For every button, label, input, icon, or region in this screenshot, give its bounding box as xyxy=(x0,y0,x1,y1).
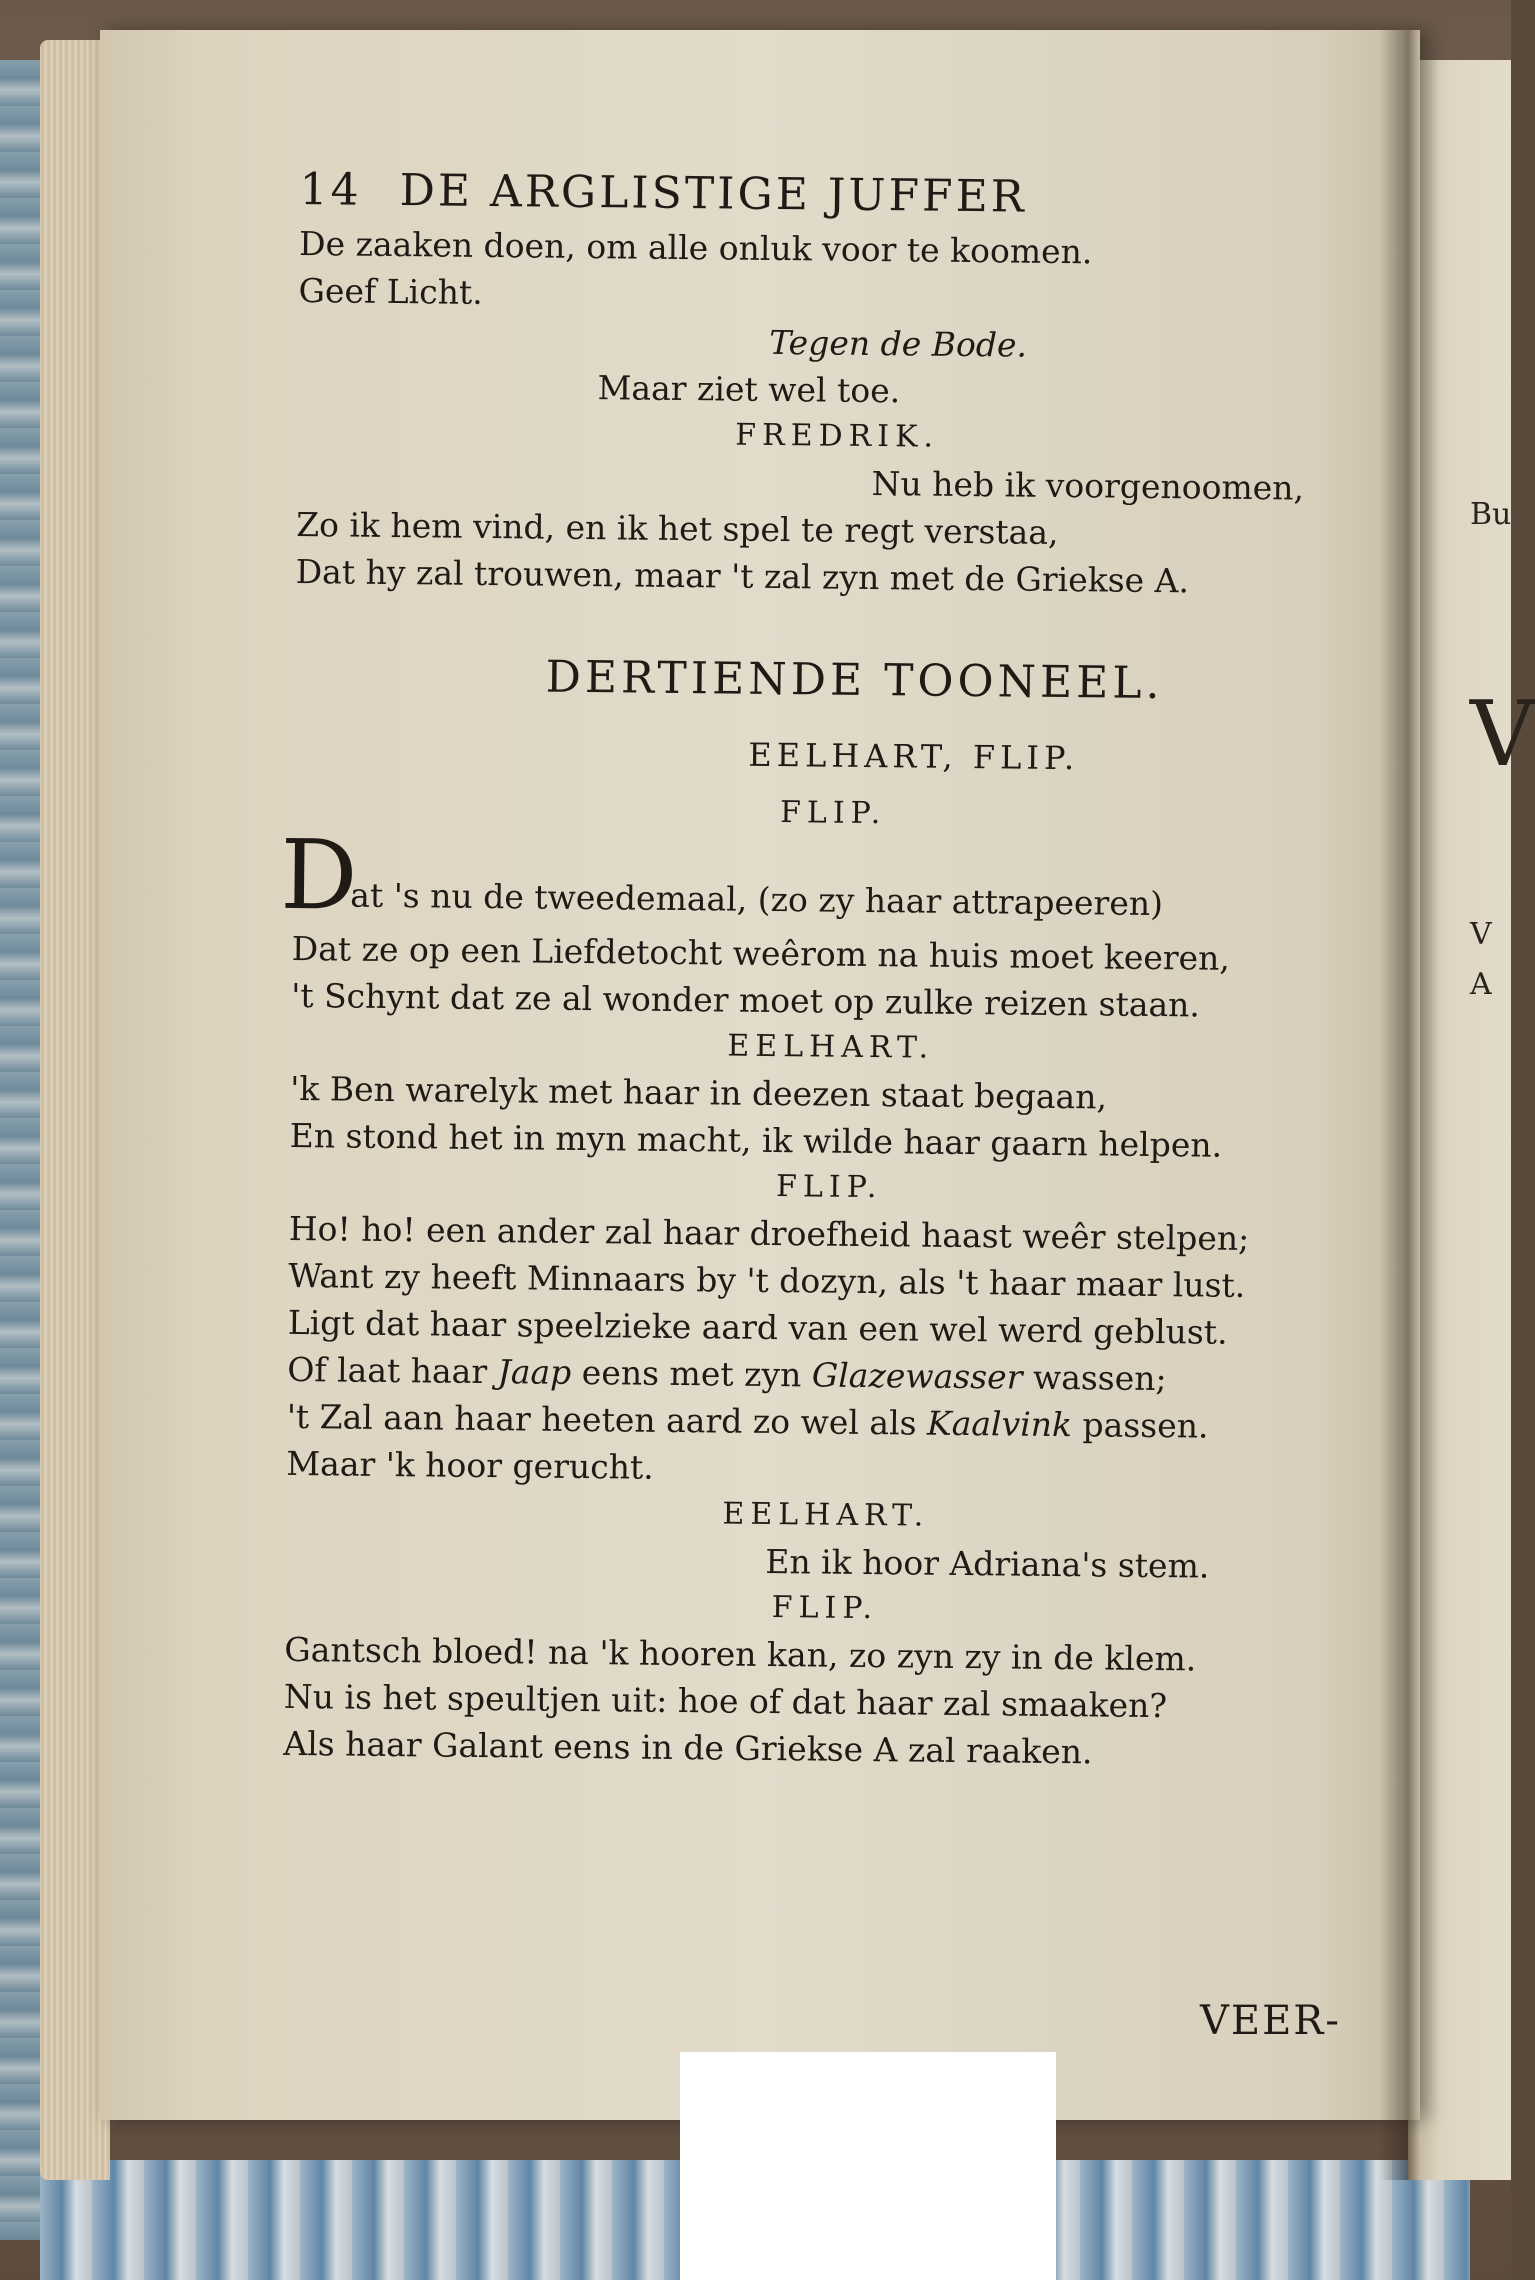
page-gutter-shadow xyxy=(1380,30,1420,2180)
verse-line: Geef Licht. xyxy=(298,270,483,312)
verse-line: Gantsch bloed! na 'k hooren kan, zo zyn zy in de klem. xyxy=(284,1629,1197,1679)
stage-direction: Tegen de Bode. xyxy=(769,322,1028,365)
speaker-name: FREDRIK. xyxy=(735,417,940,455)
verse-line: Ho! ho! een ander zal haar droefheid haast weêr stelpen; xyxy=(288,1208,1250,1258)
scene-title: DERTIENDE TOONEEL. xyxy=(545,651,1164,710)
running-head xyxy=(299,160,1380,231)
verse-line: En ik hoor Adriana's stem. xyxy=(765,1541,1210,1586)
page-text xyxy=(279,160,1380,1778)
italic-name: Jaap xyxy=(497,1352,572,1392)
drop-cap: D xyxy=(279,818,359,932)
verse-line: 'k Ben warelyk met haar in deezen staat begaan, xyxy=(290,1068,1108,1117)
verse-line: at 's nu de tweedemaal, (zo zy haar attrapeeren) xyxy=(350,875,1164,924)
verse-line: Nu is het speultjen uit: hoe of dat haar zal smaaken? xyxy=(283,1676,1168,1726)
verse-line: Dat ze op een Liefdetocht weêrom na huis moet keeren, xyxy=(291,928,1231,978)
speaker-name: EELHART. xyxy=(722,1496,930,1534)
facing-page xyxy=(1408,60,1535,2180)
verse-line: Maar 'k hoor gerucht. xyxy=(286,1443,654,1487)
italic-name: Glazewasser xyxy=(811,1355,1023,1397)
opening-line xyxy=(279,818,1373,936)
speaker-name: FLIP. xyxy=(779,795,887,832)
verse-line: De zaaken doen, om alle onluk voor te koomen. xyxy=(298,223,1093,272)
verse-line: Nu heb ik voorgenoomen, xyxy=(871,464,1305,508)
verse-line: Maar ziet wel toe. xyxy=(597,368,901,411)
verse-line: 't Schynt dat ze al wonder moet op zulke reizen staan. xyxy=(291,975,1201,1025)
catchword: VEER- xyxy=(1200,1998,1341,2044)
italic-name: Kaalvink xyxy=(926,1403,1073,1445)
verse-fragment: wassen; xyxy=(1022,1357,1167,1399)
verse-fragment: 't Zal aan haar heeten aard zo wel als xyxy=(286,1396,928,1443)
verse-fragment: Of laat haar xyxy=(287,1349,498,1392)
page-number: 14 xyxy=(299,163,362,216)
verse-line: Ligt dat haar speelzieke aard van een wel werd geblust. xyxy=(287,1302,1228,1352)
facing-page-fragment: V xyxy=(1470,682,1535,787)
verse-line: Als haar Galant eens in de Griekse A zal raaken. xyxy=(283,1723,1093,1772)
facing-page-fragment: Bu xyxy=(1470,497,1512,532)
speaker-name: FLIP. xyxy=(771,1590,879,1627)
facing-page-fragment: V xyxy=(1470,917,1492,952)
blank-patch xyxy=(680,2052,1056,2280)
speaker-name: EELHART. xyxy=(727,1028,935,1066)
verse-fragment: passen. xyxy=(1071,1405,1209,1446)
speaker-name: FLIP. xyxy=(775,1169,883,1206)
verse-line: Zo ik hem vind, en ik het spel te regt verstaa, xyxy=(295,504,1059,552)
verse-fragment: eens met zyn xyxy=(571,1352,813,1395)
verse-line: Want zy heeft Minnaars by 't dozyn, als 't haar maar lust. xyxy=(288,1255,1246,1305)
scene-cast: EELHART, FLIP. xyxy=(748,735,1080,778)
verse-line: En stond het in myn macht, ik wilde haar gaarn helpen. xyxy=(289,1115,1223,1165)
running-title: DE ARGLISTIGE JUFFER xyxy=(399,165,1028,223)
verse-line: Dat hy zal trouwen, maar 't zal zyn met de Griekse A. xyxy=(295,551,1190,601)
facing-page-fragment: A xyxy=(1470,967,1492,1002)
